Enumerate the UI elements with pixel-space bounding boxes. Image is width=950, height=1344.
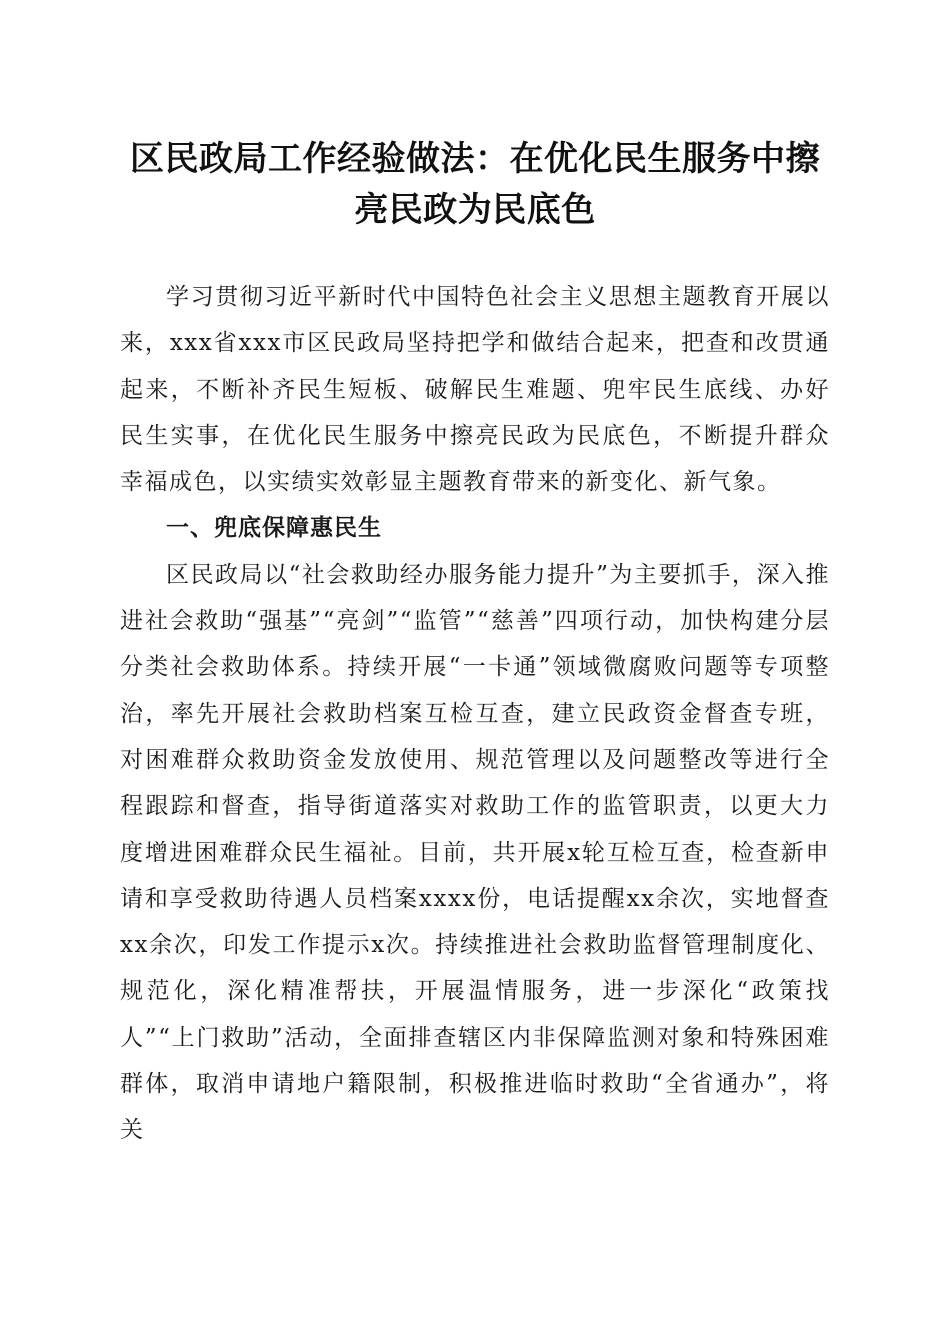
document-body (120, 274, 830, 1154)
document-title (100, 134, 850, 236)
intro-paragraph: 学习贯彻习近平新时代中国特色社会主义思想主题教育开展以来，xxx省xxx市区民政局坚持把学和做结合起来，把查和改贯通起来，不断补齐民生短板、破解民生难题、兜牢民生底线、办好民生实事，在优化民生服务中擦亮民政为民底色，不断提升群众幸福成色，以实绩实效彰显主题教育带来的新变化、新气象。 (120, 284, 830, 496)
title-line-1: 区民政局工作经验做法：在优化民生服务中擦 (130, 139, 820, 179)
section-heading-1: 一、兜底保障惠民生 (166, 515, 382, 542)
section-1-paragraph: 区民政局以“社会救助经办服务能力提升”为主要抓手，深入推进社会救助“强基”“亮剑”“监管”“慈善”四项行动，加快构建分层分类社会救助体系。持续开展“一卡通”领域微腐败问题等专项整治，率先开展社会救助档案互检互查，建立民政资金督查专班，对困难群众救助资金发放使用、规范管理以及问题整改等进行全程跟踪和督查，指导街道落实对救助工作的监管职责，以更大力度增进困难群众民生福祉。目前，共开展x轮互检互查，检查新申请和享受救助待遇人员档案xxxx份，电话提醒xx余次，实地督查xx余次，印发工作提示x次。持续推进社会救助监督管理制度化、规范化，深化精准帮扶，开展温情服务，进一步深化“政策找人”“上门救助”活动，全面排查辖区内非保障监测对象和特殊困难群体，取消申请地户籍限制，积极推进临时救助“全省通办”，将关 (120, 561, 830, 1144)
title-line-2: 亮民政为民底色 (354, 190, 596, 230)
